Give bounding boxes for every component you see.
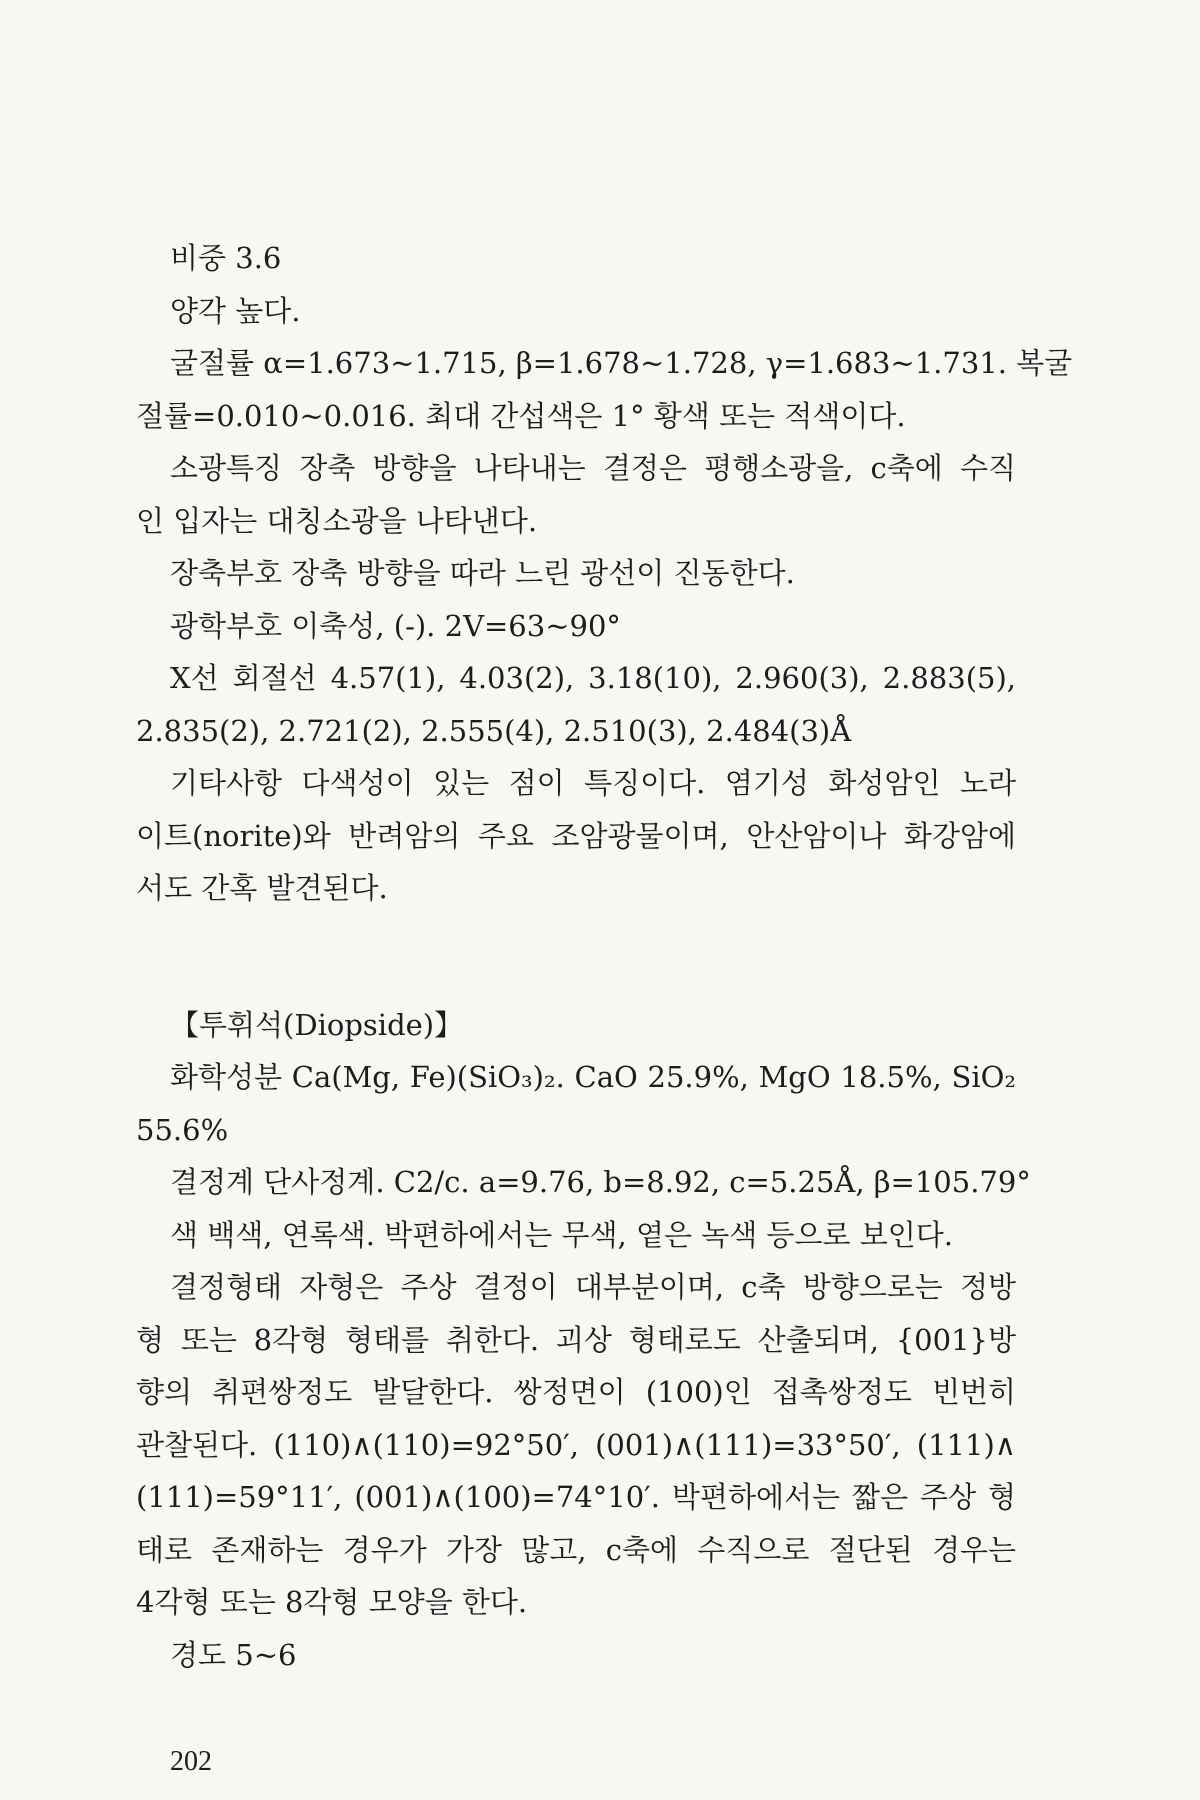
text-line: X선 회절선 4.57(1), 4.03(2), 3.18(10), 2.960(3), 2.883(5),	[170, 661, 1016, 695]
text-line: 향의 취편쌍정도 발달한다. 쌍정면이 (100)인 접촉쌍정도 빈번히	[136, 1375, 1016, 1409]
text-line: 양각 높다.	[170, 293, 301, 328]
text-line: 관찰된다. (110)∧(110)=92°50′, (001)∧(111)=33°50′, (111)∧	[136, 1427, 1016, 1462]
text-line: 형 또는 8각형 형태를 취한다. 괴상 형태로도 산출되며, {001}방	[136, 1322, 1016, 1357]
text-line: 서도 간혹 발견된다.	[136, 871, 388, 905]
text-line: 광학부호 이축성, (-). 2V=63~90°	[170, 608, 621, 643]
text-line: 장축부호 장축 방향을 따라 느린 광선이 진동한다.	[170, 556, 795, 590]
text-line: 기타사항 다색성이 있는 점이 특징이다. 염기성 화성암인 노라	[170, 766, 1016, 800]
text-line: 태로 존재하는 경우가 가장 많고, c축에 수직으로 절단된 경우는	[136, 1532, 1016, 1567]
page-number: 202	[170, 1746, 212, 1777]
page-body-text	[136, 232, 1073, 1681]
text-line: (111)=59°11′, (001)∧(100)=74°10′. 박편하에서는 짧은 주상 형	[136, 1480, 1016, 1514]
text-line: 결정형태 자형은 주상 결정이 대부분이며, c축 방향으로는 정방	[170, 1270, 1016, 1304]
text-line: 【투휘석(Diopside)】	[170, 1007, 464, 1042]
text-line: 경도 5~6	[170, 1637, 297, 1672]
text-line: 소광특징 장축 방향을 나타내는 결정은 평행소광을, c축에 수직	[170, 451, 1016, 485]
text-line: 결정계 단사정계. C2/c. a=9.76, b=8.92, c=5.25Å, β=105.79°	[170, 1165, 1031, 1199]
text-line: 인 입자는 대칭소광을 나타낸다.	[136, 503, 538, 538]
section-gap	[136, 915, 1016, 999]
text-line: 2.835(2), 2.721(2), 2.555(4), 2.510(3), 2.484(3)Å	[136, 713, 852, 748]
text-line: 절률=0.010~0.016. 최대 간섭색은 1° 황색 또는 적색이다.	[136, 398, 906, 433]
text-line: 굴절률 α=1.673~1.715, β=1.678~1.728, γ=1.683~1.731. 복굴	[170, 346, 1073, 380]
text-line: 색 백색, 연록색. 박편하에서는 무색, 옅은 녹색 등으로 보인다.	[170, 1217, 953, 1252]
text-line: 이트(norite)와 반려암의 주요 조암광물이며, 안산암이나 화강암에	[136, 818, 1016, 853]
text-line: 화학성분 Ca(Mg, Fe)(SiO₃)₂. CaO 25.9%, MgO 18.5%, SiO₂	[170, 1060, 1016, 1094]
text-line: 비중 3.6	[170, 241, 282, 275]
text-line: 55.6%	[136, 1112, 229, 1147]
text-line: 4각형 또는 8각형 모양을 한다.	[136, 1585, 528, 1619]
